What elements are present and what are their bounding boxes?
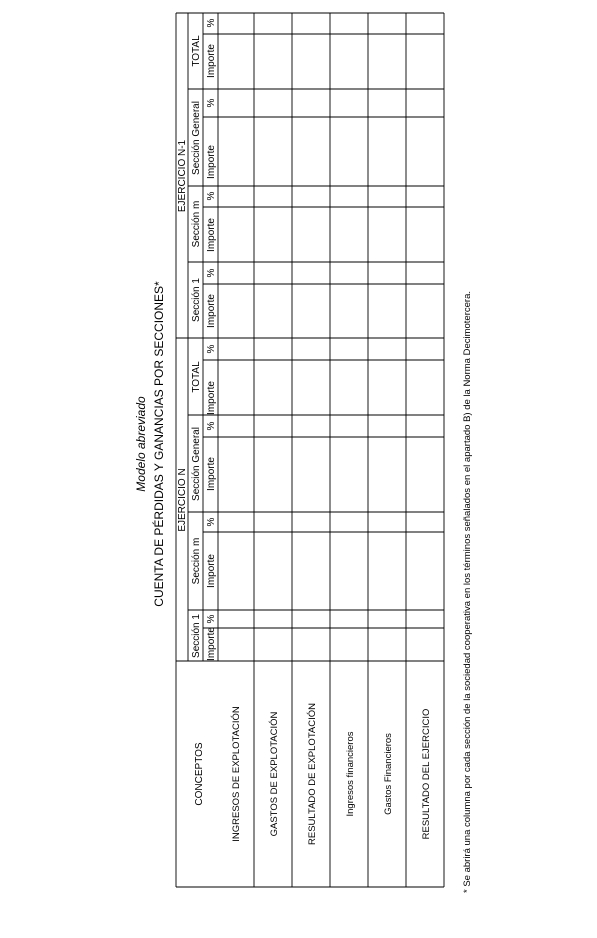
n-section-1-header: Sección 1 [191, 614, 202, 658]
footnote: * Se abrirá una columna por cada sección de la sociedad cooperativa en los términos señalados en el apartado B) de la Norma Decimotercera. [462, 290, 473, 893]
n1-total-header: TOTAL [191, 35, 202, 67]
n1-section-m-header: Sección m [191, 200, 202, 248]
row-concept-gastos-explotacion: GASTOS DE EXPLOTACIÓN [269, 711, 280, 837]
row-concept-ingresos-financieros: Ingresos financieros [345, 731, 356, 817]
n-sm-importe-label: Importe [206, 554, 217, 588]
period-n1-header: EJERCICIO N-1 [177, 139, 188, 213]
n-s1-importe-label: Importe [206, 627, 217, 661]
n1-total-percent-label: % [206, 18, 217, 28]
n-sm-percent-label: % [206, 517, 217, 527]
n-sg-percent-label: % [206, 421, 217, 431]
row-concept-ingresos-explotacion: INGRESOS DE EXPLOTACIÓN [231, 706, 242, 842]
n-s1-percent-label: % [206, 614, 217, 624]
n-total-percent-label: % [206, 344, 217, 354]
n1-sg-importe-label: Importe [206, 145, 217, 179]
n1-sm-percent-label: % [206, 191, 217, 201]
n-section-m-header: Sección m [191, 537, 202, 585]
n1-section-general-header: Sección General [191, 101, 202, 175]
row-concept-gastos-financieros: Gastos Financieros [383, 733, 394, 815]
row-concept-resultado-ejercicio: RESULTADO DEL EJERCICIO [421, 708, 432, 840]
row-concept-resultado-explotacion: RESULTADO DE EXPLOTACIÓN [307, 703, 318, 845]
n-sg-importe-label: Importe [206, 457, 217, 491]
period-n-header: EJERCICIO N [177, 468, 188, 532]
n1-sm-importe-label: Importe [206, 218, 217, 252]
concepts-header: CONCEPTOS [194, 742, 205, 806]
n-section-general-header: Sección General [191, 427, 202, 501]
n1-sg-percent-label: % [206, 98, 217, 108]
n-total-header: TOTAL [191, 361, 202, 393]
n1-s1-percent-label: % [206, 268, 217, 278]
model-subtitle: Modelo abreviado [134, 396, 148, 492]
n1-total-importe-label: Importe [206, 44, 217, 78]
n1-s1-importe-label: Importe [206, 294, 217, 328]
n-total-importe-label: Importe [206, 381, 217, 415]
n1-section-1-header: Sección 1 [191, 278, 202, 322]
page-title: CUENTA DE PÉRDIDAS Y GANANCIAS POR SECCIONES* [152, 281, 166, 607]
